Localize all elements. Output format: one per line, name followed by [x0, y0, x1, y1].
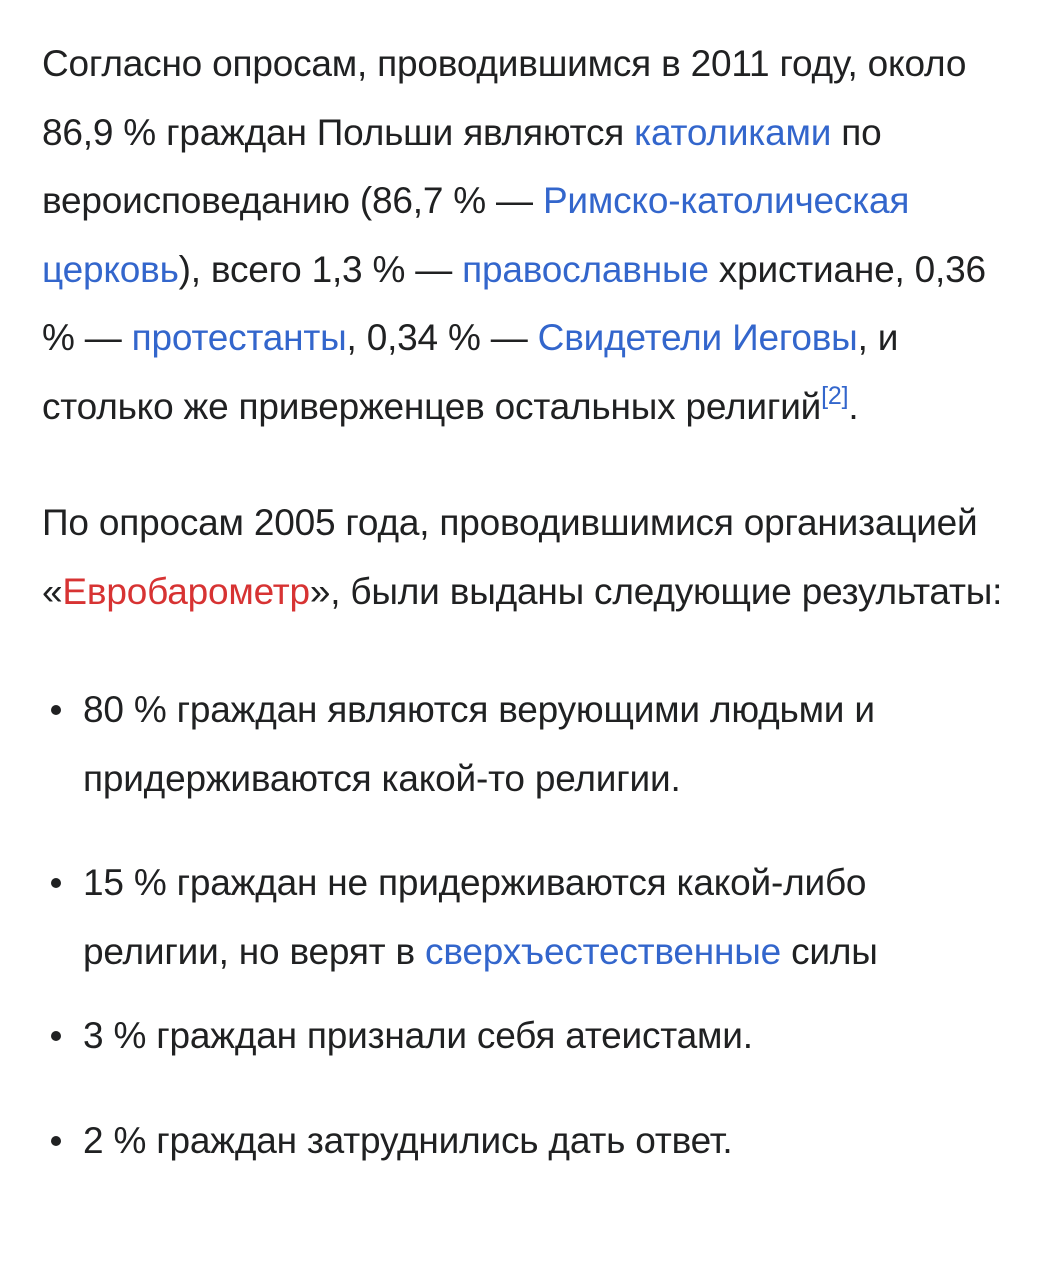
list-item-text: 15 % граждан не придерживаются какой-либо религии, но верят в: [83, 862, 867, 972]
list-item: [42, 849, 1015, 986]
link-protestants[interactable]: протестанты: [131, 317, 347, 358]
link-orthodox[interactable]: православные: [462, 248, 709, 290]
list-item: [42, 1002, 1015, 1071]
paragraph-text: , 0,34 % —: [346, 317, 538, 358]
paragraph-text: Согласно опросам, проводившимся в 2011 году, около 86,9 % граждан Польши являются: [42, 43, 967, 153]
paragraph-text: По опросам 2005 года, проводившимися организацией «: [42, 502, 978, 612]
reference-link-2[interactable]: [2]: [821, 381, 849, 410]
reference-superscript: [821, 382, 848, 410]
list-item-text: 2 % граждан затруднились дать ответ.: [83, 1119, 733, 1161]
bullet-icon: [51, 1031, 61, 1041]
list-item: [42, 676, 1015, 813]
link-catholics[interactable]: католиками: [634, 111, 832, 153]
paragraph-text: .: [848, 385, 859, 427]
link-eurobarometer[interactable]: Евробарометр: [62, 570, 310, 612]
bullet-icon: [51, 705, 61, 715]
link-supernatural[interactable]: сверхъестественные: [425, 930, 782, 972]
list-item-text: 3 % граждан признали себя атеистами.: [83, 1015, 753, 1056]
link-roman-catholic-church[interactable]: Римско-католическая церковь: [42, 180, 910, 290]
bullet-icon: [51, 1136, 61, 1146]
paragraph-text: ), всего 1,3 % —: [178, 248, 463, 290]
list-item: [42, 1107, 1015, 1176]
paragraph-text: », были выданы следующие результаты:: [309, 570, 1003, 612]
link-jehovahs-witnesses[interactable]: Свидетели Иеговы: [537, 317, 858, 358]
bullet-icon: [51, 878, 61, 888]
paragraph-eurobarometer-2005: [42, 489, 1015, 626]
list-item-text: 80 % граждан являются верующими людьми и придерживаются какой-то религии.: [83, 689, 875, 799]
list-item-text: силы: [781, 930, 878, 972]
paragraph-text: , и столько же приверженцев остальных религий: [42, 317, 899, 427]
paragraph-text: христиане, 0,36 % —: [42, 248, 986, 358]
paragraph-religion-2011: [42, 30, 1015, 441]
paragraph-text: по вероисповеданию (86,7 % —: [42, 111, 882, 221]
survey-results-list: [42, 676, 1015, 1175]
